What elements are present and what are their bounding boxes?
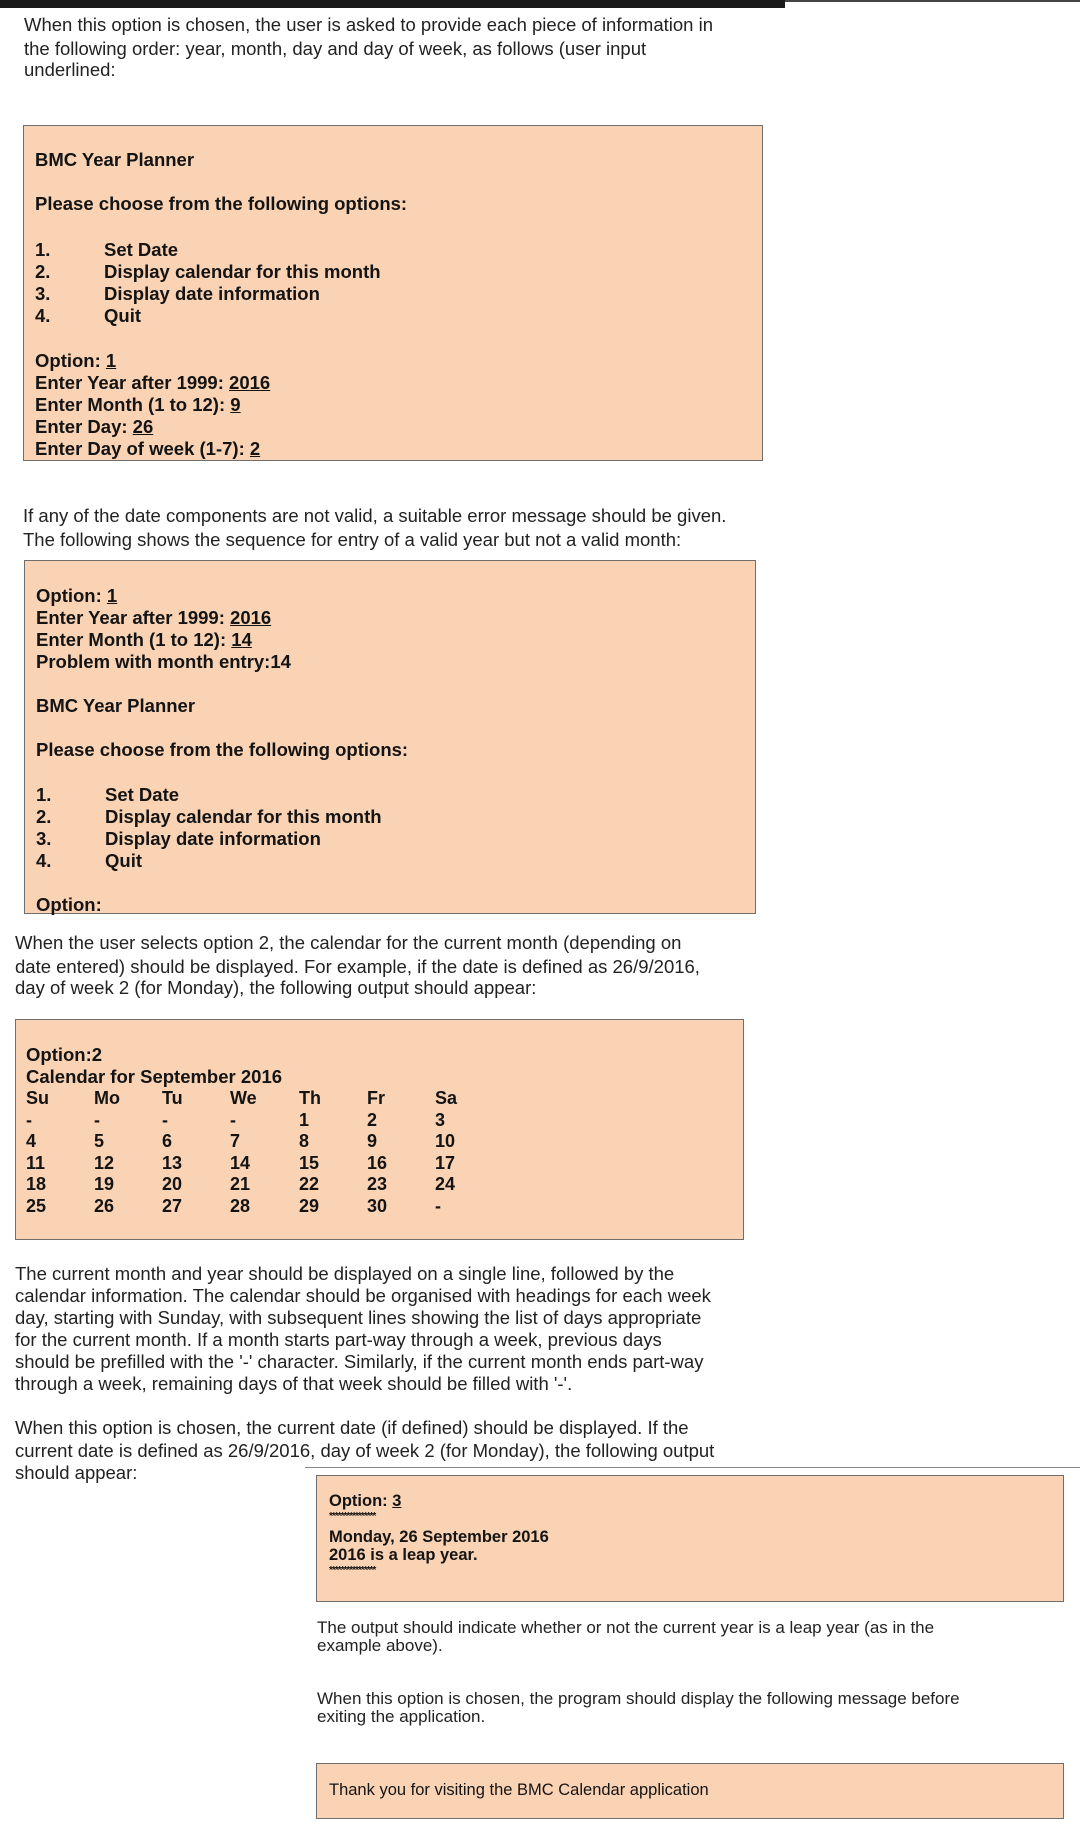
calendar-week-row [26, 1131, 485, 1153]
calendar-day: 29 [299, 1195, 320, 1216]
weekday-header: Su [26, 1088, 50, 1108]
option-label: Display calendar for this month [104, 261, 381, 282]
month-line: through a week, remaining days of that week should be filled with '-'. [15, 1373, 573, 1394]
calendar-day: 23 [367, 1174, 388, 1194]
divider [305, 1467, 1080, 1468]
console-box-invalid-month [24, 560, 756, 914]
weekday-header: Th [299, 1088, 321, 1108]
error-line-1: If any of the date components are not valid, a suitable error message should be given. [23, 505, 727, 526]
leap-line-2: example above). [317, 1636, 443, 1655]
year-input: 2016 [229, 372, 271, 393]
calendar-day: 10 [435, 1131, 456, 1151]
separator-stars: **************** [329, 1511, 376, 1522]
date-line: When this option is chosen, the current date (if defined) should be displayed. If the [15, 1417, 689, 1438]
dow-entry [35, 438, 260, 460]
leap-line-1: The output should indicate whether or not the current year is a leap year (as in the [317, 1618, 935, 1637]
calendar-day: 15 [299, 1152, 320, 1173]
year-entry [36, 607, 271, 629]
option-prompt: Option: [35, 350, 101, 371]
month-line: should be prefilled with the '-' character. Similarly, if the current month ends part-way [15, 1351, 704, 1372]
option-prompt: Option: [36, 585, 102, 606]
option-input: 1 [105, 350, 117, 371]
quit-line-1: When this option is chosen, the program should display the following message before [317, 1689, 960, 1708]
quit-line-2: exiting the application. [317, 1707, 486, 1726]
calendar-day: - [94, 1109, 100, 1130]
dow-prompt: Enter Day of week (1-7): [35, 438, 245, 459]
month-prompt: Enter Month (1 to 12): [35, 394, 226, 415]
options-prompt: Please choose from the following options: [35, 193, 408, 214]
option-number: 4. [35, 305, 51, 326]
calendar-day: 11 [26, 1152, 46, 1173]
calendar-day: - [435, 1195, 441, 1216]
option-number: 3. [36, 828, 52, 849]
error-message: Problem with month entry:14 [36, 651, 291, 672]
calendar-day: 5 [94, 1131, 105, 1151]
calendar-day: 24 [435, 1174, 456, 1194]
day-entry [35, 416, 153, 438]
options-prompt: Please choose from the following options: [36, 739, 409, 760]
final-option-prompt: Option: [36, 894, 102, 915]
option-label: Display calendar for this month [105, 806, 382, 827]
calendar-day: 4 [26, 1131, 37, 1151]
weekday-header: Tu [162, 1088, 183, 1108]
year-prompt: Enter Year after 1999: [36, 607, 225, 628]
option-number: 4. [36, 850, 52, 871]
console-box-calendar [15, 1019, 744, 1240]
calendar-day: 18 [26, 1174, 47, 1194]
calendar-day: - [162, 1109, 168, 1130]
calendar-heading: Calendar for September 2016 [26, 1066, 283, 1087]
calendar-header-row [26, 1088, 485, 1110]
month-input: 9 [230, 394, 241, 415]
month-line: day, starting with Sunday, with subsequent lines showing the list of days appropriate [15, 1307, 702, 1328]
calendar-day: 2 [367, 1109, 378, 1130]
year-input: 2016 [230, 607, 272, 628]
calendar-day: 8 [299, 1131, 310, 1151]
option-input: 1 [106, 585, 118, 606]
calendar-day: 19 [94, 1174, 115, 1194]
calendar-grid [26, 1088, 485, 1217]
calendar-day: 16 [367, 1152, 388, 1173]
calendar-day: 26 [94, 1195, 115, 1216]
weekday-header: Sa [435, 1088, 458, 1108]
calendar-day: 14 [230, 1152, 251, 1173]
weekday-header: Fr [367, 1088, 385, 1108]
day-prompt: Enter Day: [35, 416, 128, 437]
calendar-day: 3 [435, 1109, 446, 1130]
intro-line-1: When this option is chosen, the user is asked to provide each piece of information in [24, 14, 713, 35]
year-prompt: Enter Year after 1999: [35, 372, 224, 393]
calendar-day: 28 [230, 1195, 251, 1216]
leap-year-line: 2016 is a leap year. [329, 1546, 478, 1564]
year-entry [35, 372, 270, 394]
option-entry [36, 585, 117, 607]
calendar-day: 21 [230, 1174, 251, 1194]
calendar-day: 7 [230, 1131, 241, 1151]
option-number: 1. [36, 784, 52, 805]
option-label: Set Date [104, 239, 179, 260]
calendar-day: - [230, 1109, 236, 1130]
date-info-line: Monday, 26 September 2016 [329, 1528, 549, 1546]
option-label: Quit [105, 850, 142, 871]
calendar-week-row [26, 1110, 485, 1132]
calendar-day: 17 [435, 1152, 456, 1173]
option-number: 2. [36, 806, 52, 827]
calendar-line-3: day of week 2 (for Monday), the following output should appear: [15, 977, 537, 998]
calendar-line-1: When the user selects option 2, the calendar for the current month (depending on [15, 932, 682, 953]
error-line-2: The following shows the sequence for entry of a valid year but not a valid month: [23, 529, 682, 550]
month-prompt: Enter Month (1 to 12): [36, 629, 227, 650]
calendar-day: 9 [367, 1131, 378, 1151]
date-line: should appear: [15, 1462, 138, 1483]
top-border [0, 0, 785, 8]
month-line: for the current month. If a month starts part-way through a week, previous days [15, 1329, 662, 1350]
day-input: 26 [132, 416, 154, 437]
planner-title: BMC Year Planner [35, 149, 195, 170]
calendar-day: 1 [299, 1109, 310, 1130]
calendar-line-2: date entered) should be displayed. For example, if the date is defined as 26/9/2016, [15, 956, 700, 977]
planner-title: BMC Year Planner [36, 695, 196, 716]
console-box-date-info [316, 1475, 1064, 1602]
calendar-day: 30 [367, 1195, 388, 1216]
calendar-day: 13 [162, 1152, 183, 1173]
calendar-week-row [26, 1196, 485, 1218]
option-prompt: Option: [329, 1492, 388, 1510]
top-border-thin [785, 0, 1080, 2]
option-entry [35, 350, 116, 372]
calendar-option: Option:2 [26, 1044, 103, 1065]
separator-stars: **************** [329, 1565, 376, 1576]
calendar-day: 27 [162, 1195, 183, 1216]
calendar-day: 20 [162, 1174, 183, 1194]
intro-line-2: the following order: year, month, day and day of week, as follows (user input [24, 38, 647, 59]
weekday-header: Mo [94, 1088, 120, 1108]
option-label: Set Date [105, 784, 180, 805]
calendar-day: 6 [162, 1131, 173, 1151]
option-number: 2. [35, 261, 51, 282]
month-line: calendar information. The calendar should be organised with headings for each week [15, 1285, 711, 1306]
option-number: 3. [35, 283, 51, 304]
farewell-message: Thank you for visiting the BMC Calendar application [329, 1781, 709, 1799]
option-label: Display date information [104, 283, 320, 304]
month-input: 14 [231, 629, 252, 650]
option-entry [329, 1492, 401, 1511]
intro-line-3: underlined: [24, 59, 116, 80]
console-box-set-date [23, 125, 763, 461]
calendar-day: 12 [94, 1152, 115, 1173]
weekday-header: We [230, 1088, 257, 1108]
dow-input: 2 [249, 438, 261, 459]
month-entry [36, 629, 252, 651]
calendar-day: 25 [26, 1195, 47, 1216]
option-input: 3 [392, 1492, 402, 1510]
date-line: current date is defined as 26/9/2016, day of week 2 (for Monday), the following output [15, 1440, 715, 1461]
option-label: Display date information [105, 828, 321, 849]
calendar-week-row [26, 1153, 485, 1175]
month-entry [35, 394, 241, 416]
option-number: 1. [35, 239, 51, 260]
calendar-week-row [26, 1174, 485, 1196]
calendar-day: - [26, 1109, 32, 1130]
month-line: The current month and year should be displayed on a single line, followed by the [15, 1263, 675, 1284]
option-label: Quit [104, 305, 141, 326]
calendar-day: 22 [299, 1174, 320, 1194]
console-box-quit [316, 1763, 1064, 1819]
